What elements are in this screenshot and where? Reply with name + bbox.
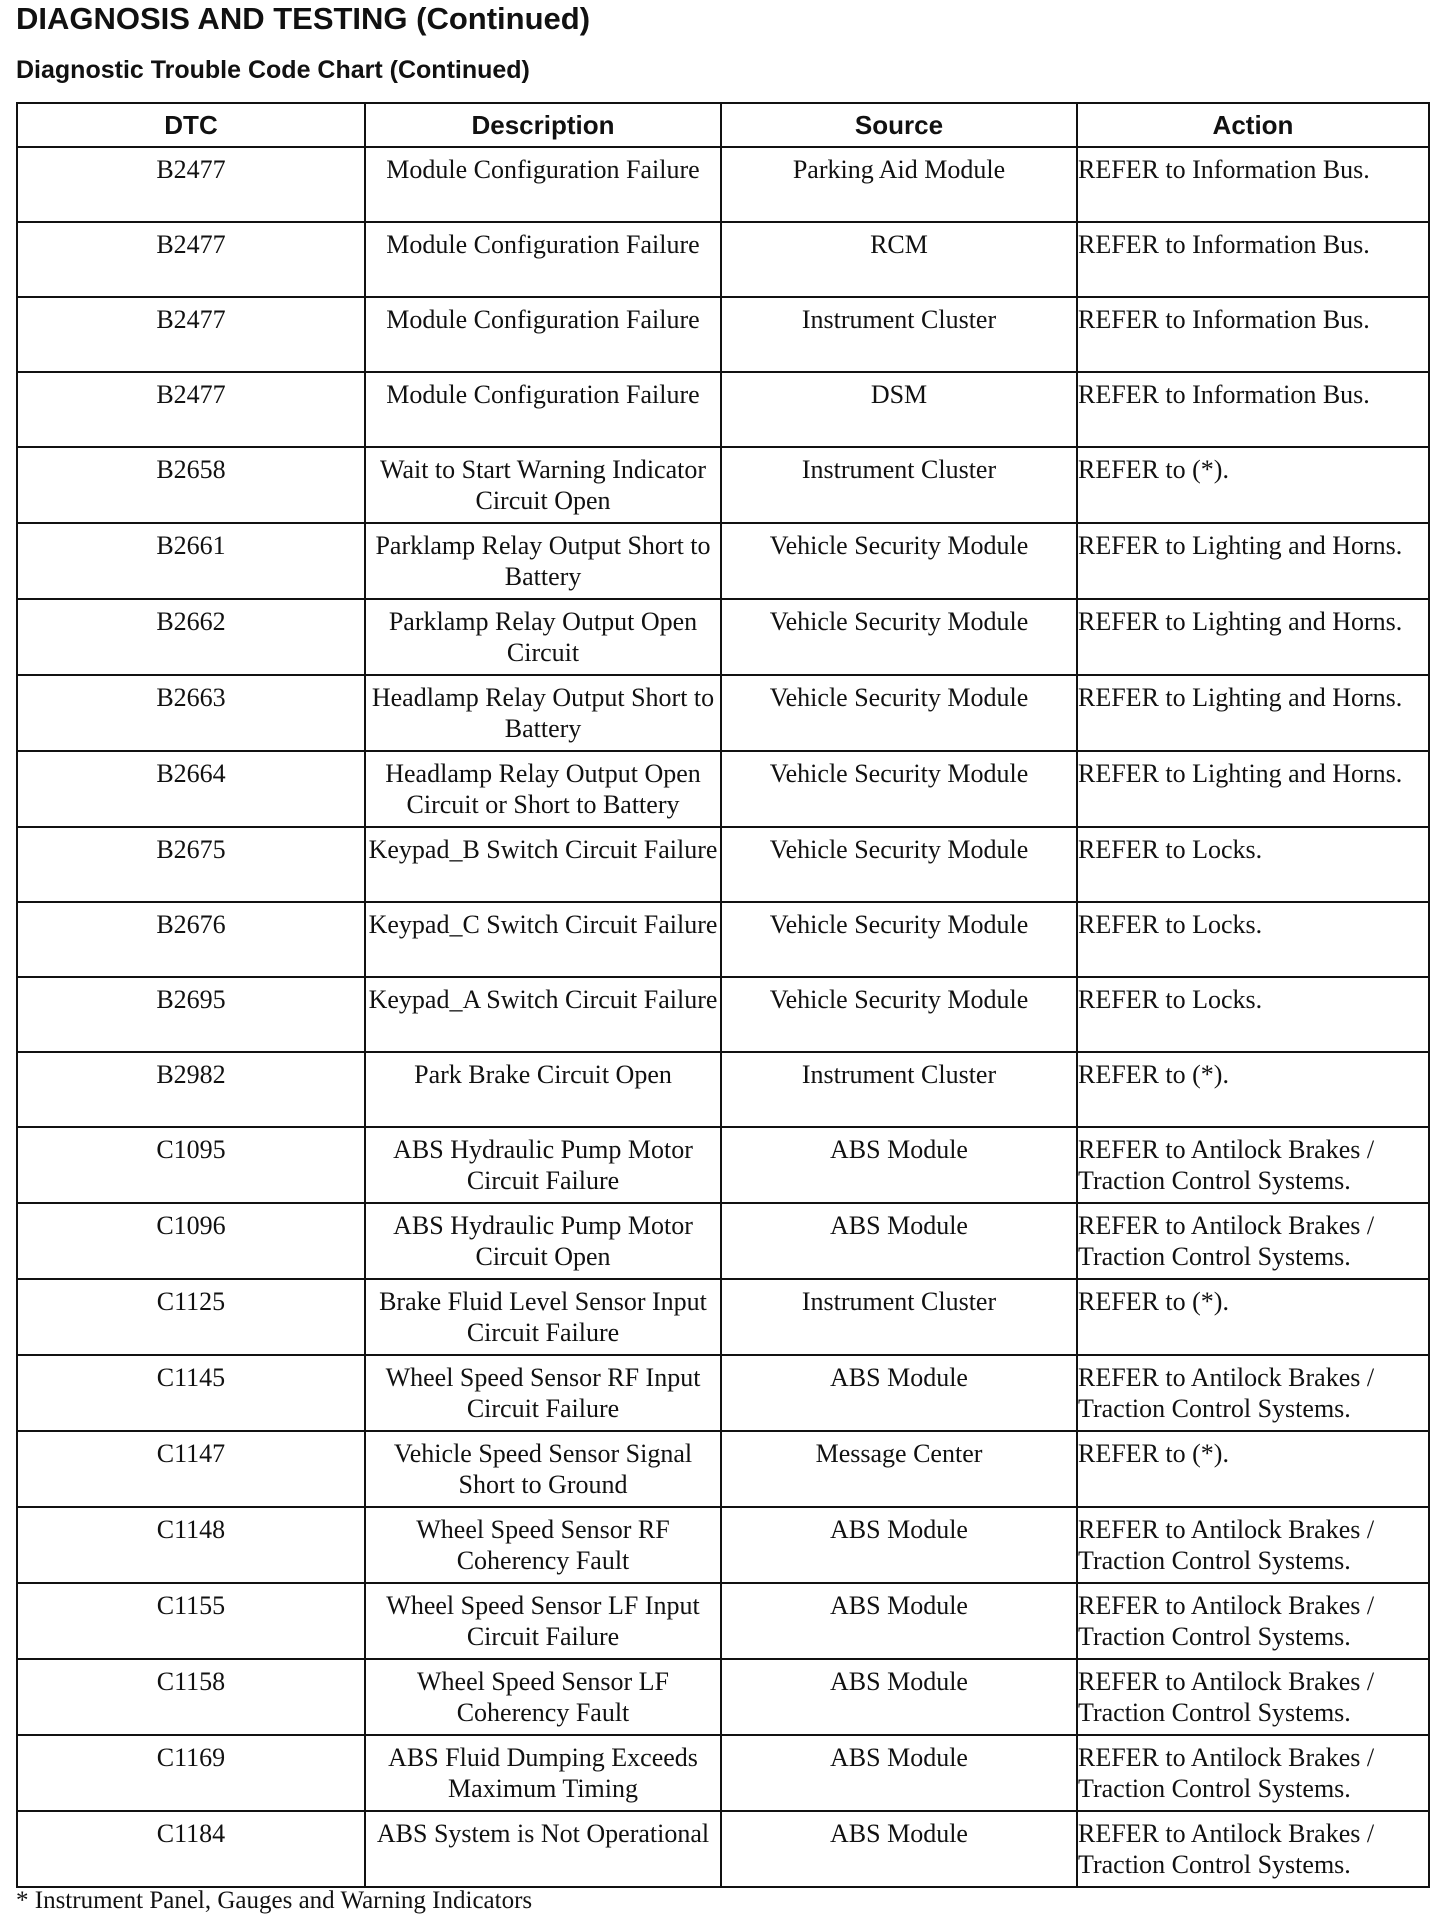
action-cell: REFER to Antilock Brakes / Traction Control Systems.: [1077, 1355, 1429, 1431]
source-cell: Parking Aid Module: [721, 147, 1077, 222]
action-cell: REFER to Antilock Brakes / Traction Control Systems.: [1077, 1127, 1429, 1203]
table-row: [17, 1052, 1429, 1127]
dtc-cell: B2477: [17, 372, 365, 447]
description-cell: Wheel Speed Sensor RF Input Circuit Failure: [365, 1355, 721, 1431]
footnote: * Instrument Panel, Gauges and Warning Indicators: [16, 1887, 533, 1914]
chart-subtitle: Diagnostic Trouble Code Chart (Continued): [16, 56, 530, 84]
dtc-cell: B2477: [17, 222, 365, 297]
action-cell: REFER to Locks.: [1077, 977, 1429, 1052]
dtc-cell: C1095: [17, 1127, 365, 1203]
source-cell: ABS Module: [721, 1203, 1077, 1279]
source-cell: ABS Module: [721, 1583, 1077, 1659]
source-cell: ABS Module: [721, 1735, 1077, 1811]
action-cell: REFER to Antilock Brakes / Traction Control Systems.: [1077, 1659, 1429, 1735]
description-cell: Keypad_B Switch Circuit Failure: [365, 827, 721, 902]
description-cell: ABS Hydraulic Pump Motor Circuit Failure: [365, 1127, 721, 1203]
table-row: [17, 222, 1429, 297]
table-row: [17, 1735, 1429, 1811]
action-cell: REFER to (*).: [1077, 1431, 1429, 1507]
dtc-cell: C1184: [17, 1811, 365, 1887]
dtc-cell: C1096: [17, 1203, 365, 1279]
action-cell: REFER to Lighting and Horns.: [1077, 751, 1429, 827]
dtc-cell: C1158: [17, 1659, 365, 1735]
action-cell: REFER to (*).: [1077, 447, 1429, 523]
table-header: [17, 103, 1429, 147]
table-row: [17, 1659, 1429, 1735]
source-cell: ABS Module: [721, 1355, 1077, 1431]
source-cell: RCM: [721, 222, 1077, 297]
table-row: [17, 1203, 1429, 1279]
dtc-cell: C1147: [17, 1431, 365, 1507]
source-cell: ABS Module: [721, 1659, 1077, 1735]
column-header-description: Description: [365, 103, 721, 147]
dtc-cell: B2675: [17, 827, 365, 902]
table-body: [17, 147, 1429, 1887]
table-row: [17, 675, 1429, 751]
dtc-table: [16, 102, 1430, 1888]
dtc-cell: B2662: [17, 599, 365, 675]
action-cell: REFER to Antilock Brakes / Traction Control Systems.: [1077, 1735, 1429, 1811]
dtc-cell: B2477: [17, 297, 365, 372]
table-row: [17, 297, 1429, 372]
table-row: [17, 1507, 1429, 1583]
action-cell: REFER to Locks.: [1077, 902, 1429, 977]
description-cell: ABS Fluid Dumping Exceeds Maximum Timing: [365, 1735, 721, 1811]
description-cell: Keypad_C Switch Circuit Failure: [365, 902, 721, 977]
dtc-cell: B2664: [17, 751, 365, 827]
description-cell: Keypad_A Switch Circuit Failure: [365, 977, 721, 1052]
description-cell: Park Brake Circuit Open: [365, 1052, 721, 1127]
dtc-cell: B2661: [17, 523, 365, 599]
description-cell: Module Configuration Failure: [365, 147, 721, 222]
header-row: [17, 103, 1429, 147]
dtc-cell: B2676: [17, 902, 365, 977]
dtc-cell: B2695: [17, 977, 365, 1052]
description-cell: ABS System is Not Operational: [365, 1811, 721, 1887]
description-cell: Headlamp Relay Output Open Circuit or Short to Battery: [365, 751, 721, 827]
dtc-cell: B2658: [17, 447, 365, 523]
table-row: [17, 827, 1429, 902]
description-cell: Module Configuration Failure: [365, 222, 721, 297]
description-cell: Wheel Speed Sensor LF Coherency Fault: [365, 1659, 721, 1735]
table-row: [17, 1355, 1429, 1431]
column-header-dtc: DTC: [17, 103, 365, 147]
source-cell: Vehicle Security Module: [721, 675, 1077, 751]
page-title: DIAGNOSIS AND TESTING (Continued): [16, 1, 591, 36]
description-cell: Vehicle Speed Sensor Signal Short to Ground: [365, 1431, 721, 1507]
dtc-cell: C1125: [17, 1279, 365, 1355]
action-cell: REFER to Lighting and Horns.: [1077, 675, 1429, 751]
action-cell: REFER to (*).: [1077, 1052, 1429, 1127]
source-cell: Vehicle Security Module: [721, 751, 1077, 827]
description-cell: Wheel Speed Sensor LF Input Circuit Failure: [365, 1583, 721, 1659]
table-row: [17, 1279, 1429, 1355]
table-row: [17, 751, 1429, 827]
description-cell: Wait to Start Warning Indicator Circuit Open: [365, 447, 721, 523]
source-cell: Message Center: [721, 1431, 1077, 1507]
source-cell: Vehicle Security Module: [721, 902, 1077, 977]
column-header-action: Action: [1077, 103, 1429, 147]
source-cell: Instrument Cluster: [721, 297, 1077, 372]
action-cell: REFER to Locks.: [1077, 827, 1429, 902]
action-cell: REFER to Antilock Brakes / Traction Control Systems.: [1077, 1203, 1429, 1279]
action-cell: REFER to Information Bus.: [1077, 222, 1429, 297]
table-row: [17, 902, 1429, 977]
dtc-cell: C1148: [17, 1507, 365, 1583]
action-cell: REFER to Lighting and Horns.: [1077, 599, 1429, 675]
source-cell: Vehicle Security Module: [721, 827, 1077, 902]
table-row: [17, 523, 1429, 599]
action-cell: REFER to (*).: [1077, 1279, 1429, 1355]
table-row: [17, 1583, 1429, 1659]
action-cell: REFER to Antilock Brakes / Traction Control Systems.: [1077, 1583, 1429, 1659]
source-cell: Vehicle Security Module: [721, 523, 1077, 599]
dtc-cell: C1169: [17, 1735, 365, 1811]
source-cell: Instrument Cluster: [721, 1279, 1077, 1355]
action-cell: REFER to Information Bus.: [1077, 297, 1429, 372]
description-cell: Headlamp Relay Output Short to Battery: [365, 675, 721, 751]
table-row: [17, 372, 1429, 447]
description-cell: Module Configuration Failure: [365, 372, 721, 447]
table-row: [17, 977, 1429, 1052]
action-cell: REFER to Antilock Brakes / Traction Control Systems.: [1077, 1507, 1429, 1583]
source-cell: Vehicle Security Module: [721, 599, 1077, 675]
dtc-cell: B2982: [17, 1052, 365, 1127]
source-cell: ABS Module: [721, 1127, 1077, 1203]
table-row: [17, 147, 1429, 222]
source-cell: Instrument Cluster: [721, 1052, 1077, 1127]
action-cell: REFER to Antilock Brakes / Traction Control Systems.: [1077, 1811, 1429, 1887]
source-cell: ABS Module: [721, 1811, 1077, 1887]
description-cell: Module Configuration Failure: [365, 297, 721, 372]
dtc-cell: B2477: [17, 147, 365, 222]
action-cell: REFER to Information Bus.: [1077, 372, 1429, 447]
source-cell: Instrument Cluster: [721, 447, 1077, 523]
table-row: [17, 1811, 1429, 1887]
action-cell: REFER to Information Bus.: [1077, 147, 1429, 222]
description-cell: Parklamp Relay Output Short to Battery: [365, 523, 721, 599]
table-row: [17, 447, 1429, 523]
table-row: [17, 1431, 1429, 1507]
description-cell: Parklamp Relay Output Open Circuit: [365, 599, 721, 675]
table-row: [17, 599, 1429, 675]
action-cell: REFER to Lighting and Horns.: [1077, 523, 1429, 599]
description-cell: Brake Fluid Level Sensor Input Circuit Failure: [365, 1279, 721, 1355]
table-row: [17, 1127, 1429, 1203]
source-cell: Vehicle Security Module: [721, 977, 1077, 1052]
source-cell: DSM: [721, 372, 1077, 447]
source-cell: ABS Module: [721, 1507, 1077, 1583]
dtc-cell: C1155: [17, 1583, 365, 1659]
dtc-cell: B2663: [17, 675, 365, 751]
description-cell: Wheel Speed Sensor RF Coherency Fault: [365, 1507, 721, 1583]
description-cell: ABS Hydraulic Pump Motor Circuit Open: [365, 1203, 721, 1279]
column-header-source: Source: [721, 103, 1077, 147]
dtc-cell: C1145: [17, 1355, 365, 1431]
